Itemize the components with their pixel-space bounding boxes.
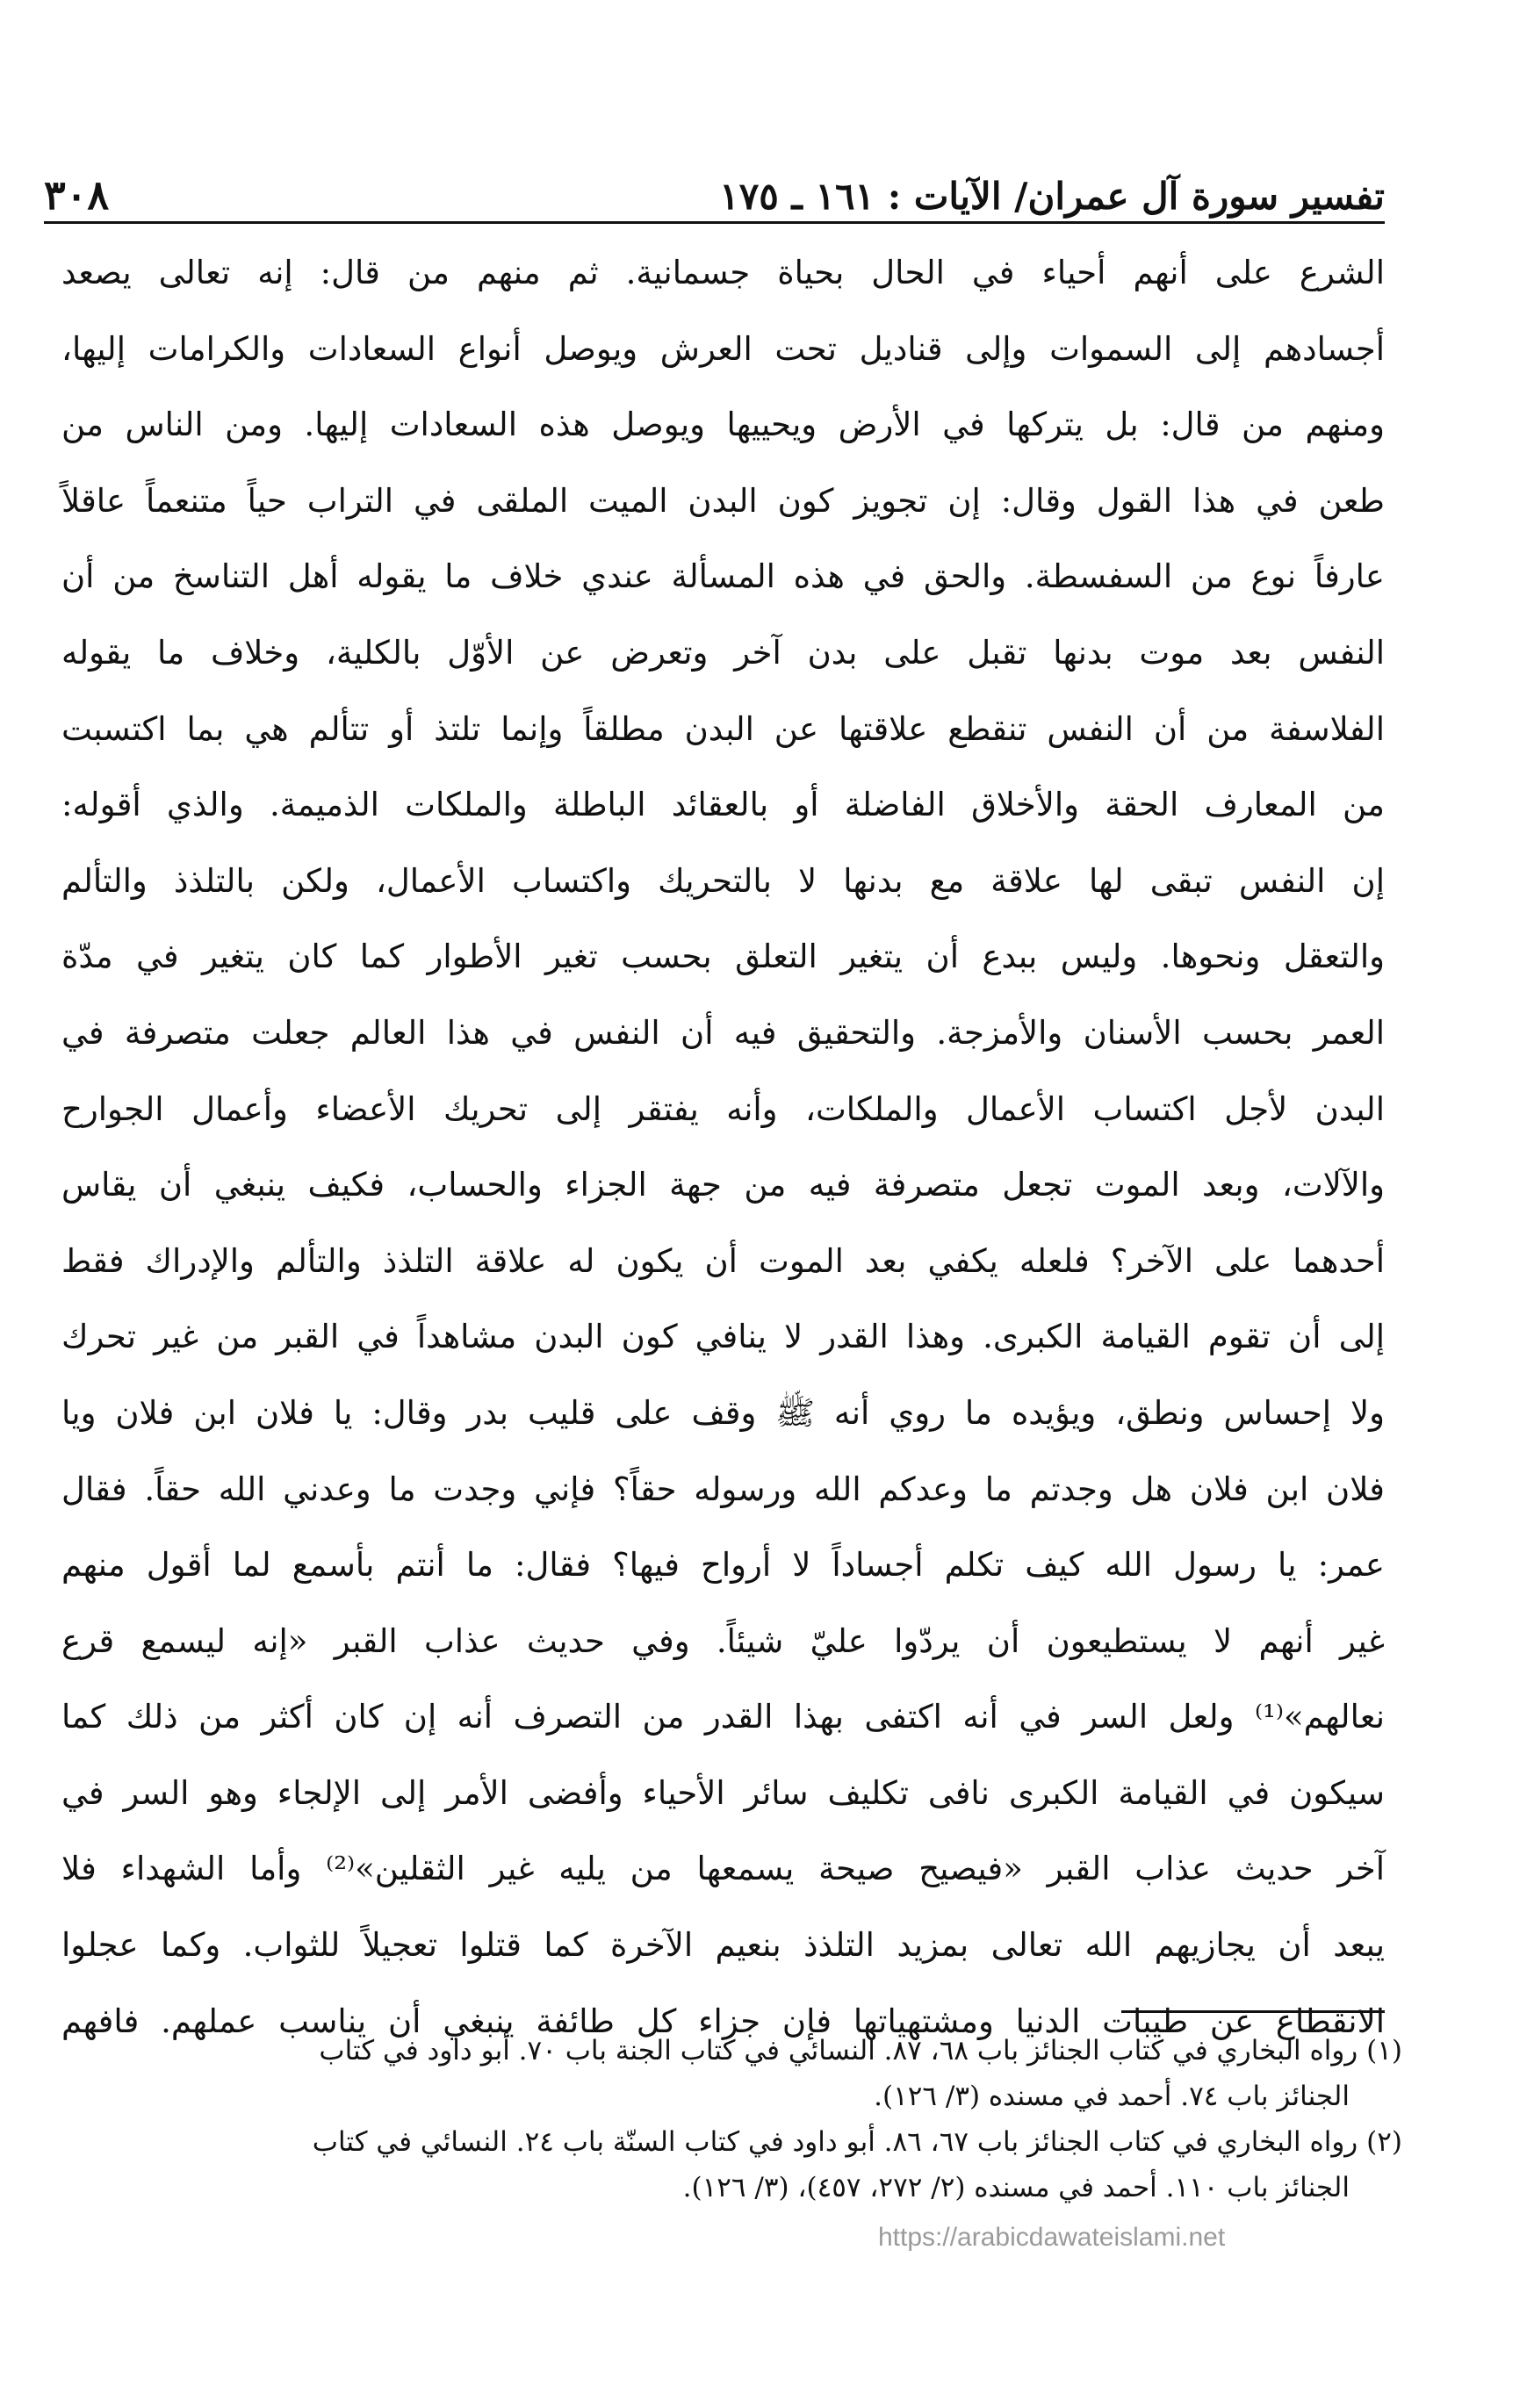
page-header xyxy=(44,145,1385,219)
body-line: الشرع على أنهم أحياء في الحال بحياة جسمانية. ثم منهم من قال: إنه تعالى يصعد xyxy=(61,254,1385,291)
footnote-1-line-2: الجنائز باب ٧٤. أحمد في مسنده (٣/ ١٢٦). xyxy=(874,2081,1350,2112)
header-rule xyxy=(44,221,1385,224)
body-line: ومنهم من قال: بل يتركها في الأرض ويحييها ويوصل هذه السعادات إليها. ومن الناس من xyxy=(61,406,1385,444)
body-line: البدن لأجل اكتساب الأعمال والملكات، وأنه يفتقر إلى تحريك الأعضاء وأعمال الجوارح xyxy=(61,1089,1385,1128)
footnote-rule xyxy=(1121,2010,1385,2013)
body-line: أجسادهم إلى السموات وإلى قناديل تحت العرش ويوصل أنواع السعادات والكرامات إليها، xyxy=(61,329,1385,368)
body-line: فلان ابن فلان هل وجدتم ما وعدكم الله ورسوله حقاً؟ فإني وجدت ما وعدني الله حقاً. فقال xyxy=(61,1470,1385,1508)
page-number: ٣٠٨ xyxy=(44,171,110,219)
body-line: عارفاً نوع من السفسطة. والحق في هذه المسألة عندي خلاف ما يقوله أهل التناسخ من أن xyxy=(61,557,1385,596)
body-line: من المعارف الحقة والأخلاق الفاضلة أو بالعقائد الباطلة والملكات الذميمة. والذي أقوله: xyxy=(61,786,1385,824)
footnote-1-line-1: (١) رواه البخاري في كتاب الجنائز باب ٦٨، ٨٧. النسائي في كتاب الجنة باب ٧٠. أبو داود في كتاب xyxy=(319,2035,1402,2067)
footnotes xyxy=(61,2028,1402,2210)
body-line: العمر بحسب الأسنان والأمزجة. والتحقيق فيه أن النفس في هذا العالم جعلت متصرفة في xyxy=(61,1013,1385,1052)
body-line: إلى أن تقوم القيامة الكبرى. وهذا القدر لا ينافي كون البدن مشاهداً في القبر من غير تحرك xyxy=(61,1318,1385,1356)
body-line: ولا إحساس ونطق، ويؤيده ما روي أنه ﷺ وقف على قليب بدر وقال: يا فلان ابن فلان ويا xyxy=(61,1393,1385,1432)
footnote-2-line-2: الجنائز باب ١١٠. أحمد في مسنده (٢/ ٢٧٢، ٤٥٧)، (٣/ ١٢٦). xyxy=(682,2172,1350,2203)
body-line: النفس بعد موت بدنها تقبل على بدن آخر وتعرض عن الأوّل بالكلية، وخلاف ما يقوله xyxy=(61,633,1385,672)
body-line: الانقطاع عن طيبات الدنيا ومشتهياتها فإن جزاء كل طائفة ينبغي أن يناسب عملهم. فافهم xyxy=(61,2002,1385,2040)
body-line: والآلات، وبعد الموت تجعل متصرفة فيه من جهة الجزاء والحساب، فكيف ينبغي أن يقاس xyxy=(61,1166,1385,1204)
footnote-2-line-1: (٢) رواه البخاري في كتاب الجنائز باب ٦٧، ٨٦. أبو داود في كتاب السنّة باب ٢٤. النسائي في كتاب xyxy=(312,2126,1402,2158)
watermark-url: https://arabicdawateislami.net xyxy=(878,2223,1226,2252)
body-line: غير أنهم لا يستطيعون أن يردّوا عليّ شيئاً. وفي حديث عذاب القبر «إنه ليسمع قرع xyxy=(61,1621,1385,1660)
body-line: نعالهم»⁽¹⁾ ولعل السر في أنه اكتفى بهذا القدر من التصرف أنه إن كان أكثر من ذلك كما xyxy=(61,1698,1385,1736)
running-title: تفسير سورة آل عمران/ الآيات : ١٦١ ـ ١٧٥ xyxy=(719,175,1385,218)
body-line: والتعقل ونحوها. وليس ببدع أن يتغير التعلق بحسب تغير الأطوار كما كان يتغير في مدّة xyxy=(61,938,1385,976)
body-line: آخر حديث عذاب القبر «فيصيح صيحة يسمعها من يليه غير الثقلين»⁽²⁾ وأما الشهداء فلا xyxy=(61,1850,1385,1888)
body-line: عمر: يا رسول الله كيف تكلم أجساداً لا أرواح فيها؟ فقال: ما أنتم بأسمع لما أقول منهم xyxy=(61,1546,1385,1585)
body-text xyxy=(61,235,1385,2040)
body-line: يبعد أن يجازيهم الله تعالى بمزيد التلذذ بنعيم الآخرة كما قتلوا تعجيلاً للثواب. وكما عجلوا xyxy=(61,1926,1385,1965)
body-line: الفلاسفة من أن النفس تنقطع علاقتها عن البدن مطلقاً وإنما تلتذ أو تتألم هي بما اكتسبت xyxy=(61,709,1385,748)
body-line: إن النفس تبقى لها علاقة مع بدنها لا بالتحريك واكتساب الأعمال، ولكن بالتلذذ والتألم xyxy=(61,861,1385,900)
body-line: طعن في هذا القول وقال: إن تجويز كون البدن الميت الملقى في التراب حياً متنعماً عاقلاً xyxy=(61,481,1385,520)
body-line: سيكون في القيامة الكبرى نافى تكليف سائر الأحياء وأفضى الأمر إلى الإلجاء وهو السر في xyxy=(61,1773,1385,1812)
body-line: أحدهما على الآخر؟ فلعله يكفي بعد الموت أن يكون له علاقة التلذذ والتألم والإدراك فقط xyxy=(61,1241,1385,1280)
